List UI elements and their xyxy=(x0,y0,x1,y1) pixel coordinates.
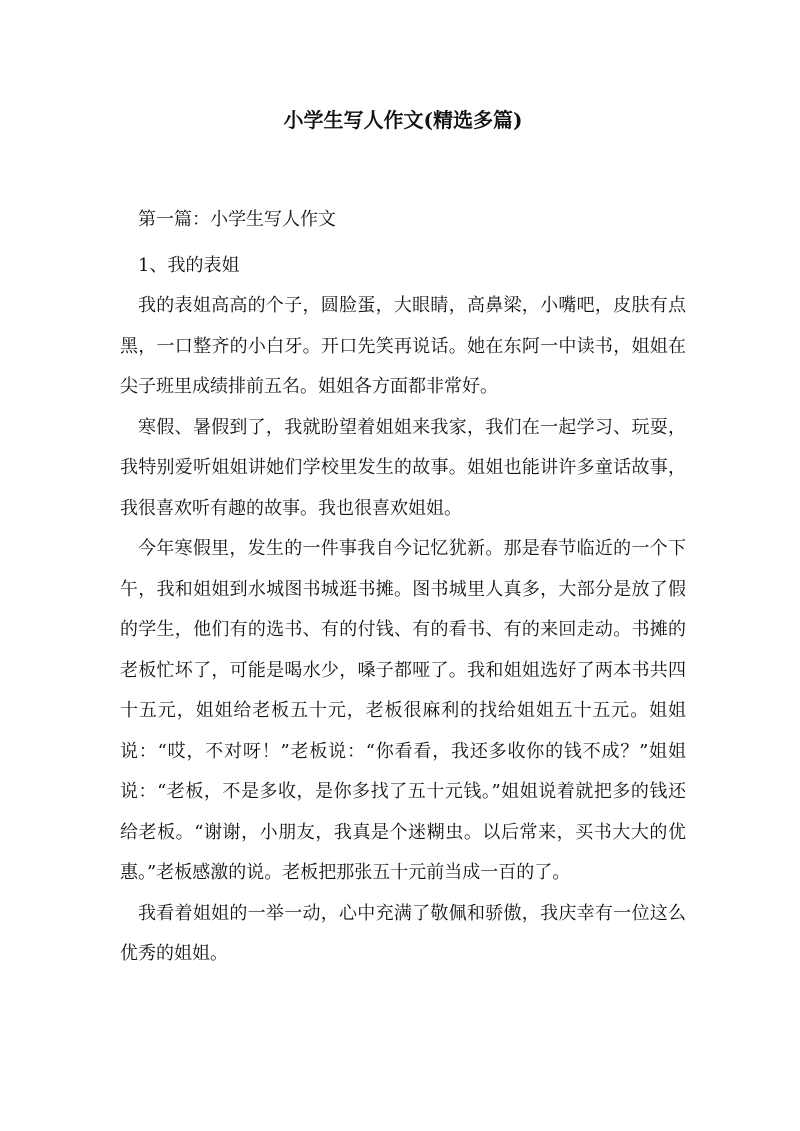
section-heading: 第一篇：小学生写人作文 xyxy=(138,209,336,230)
paragraph-4: 我看着姐姐的一举一动，心中充满了敬佩和骄傲，我庆幸有一位这么优秀的姐姐。 xyxy=(120,902,686,964)
document-title: 小学生写人作文(精选多篇) xyxy=(283,108,523,132)
paragraph-2: 寒假、暑假到了，我就盼望着姐姐来我家，我们在一起学习、玩耍，我特别爱听姐姐讲她们学校里发生的故事。姐姐也能讲许多童话故事，我很喜欢听有趣的故事。我也很喜欢姐姐。 xyxy=(120,416,686,519)
paragraph-3: 今年寒假里，发生的一件事我自今记忆犹新。那是春节临近的一个下午，我和姐姐到水城图书城逛书摊。图书城里人真多，大部分是放了假的学生，他们有的选书、有的付钱、有的看书、有的来回走动。书摊的老板忙坏了，可能是喝水少，嗓子都哑了。我和姐姐选好了两本书共四十五元，姐姐给老板五十元，老板很麻利的找给姐姐五十五元。姐姐说：“哎，不对呀！”老板说：“你看看，我还多收你的钱不成？”姐姐说：“老板，不是多收，是你多找了五十元钱。”姐姐说着就把多的钱还给老板。“谢谢，小朋友，我真是个迷糊虫。以后常来，买书大大的优惠。”老板感激的说。老板把那张五十元前当成一百的了。 xyxy=(120,538,686,883)
sub-heading: 1、我的表姐 xyxy=(138,255,240,276)
paragraph-1: 我的表姐高高的个子，圆脸蛋，大眼睛，高鼻梁，小嘴吧，皮肤有点黑，一口整齐的小白牙。开口先笑再说话。她在东阿一中读书，姐姐在尖子班里成绩排前五名。姐姐各方面都非常好。 xyxy=(120,295,686,397)
